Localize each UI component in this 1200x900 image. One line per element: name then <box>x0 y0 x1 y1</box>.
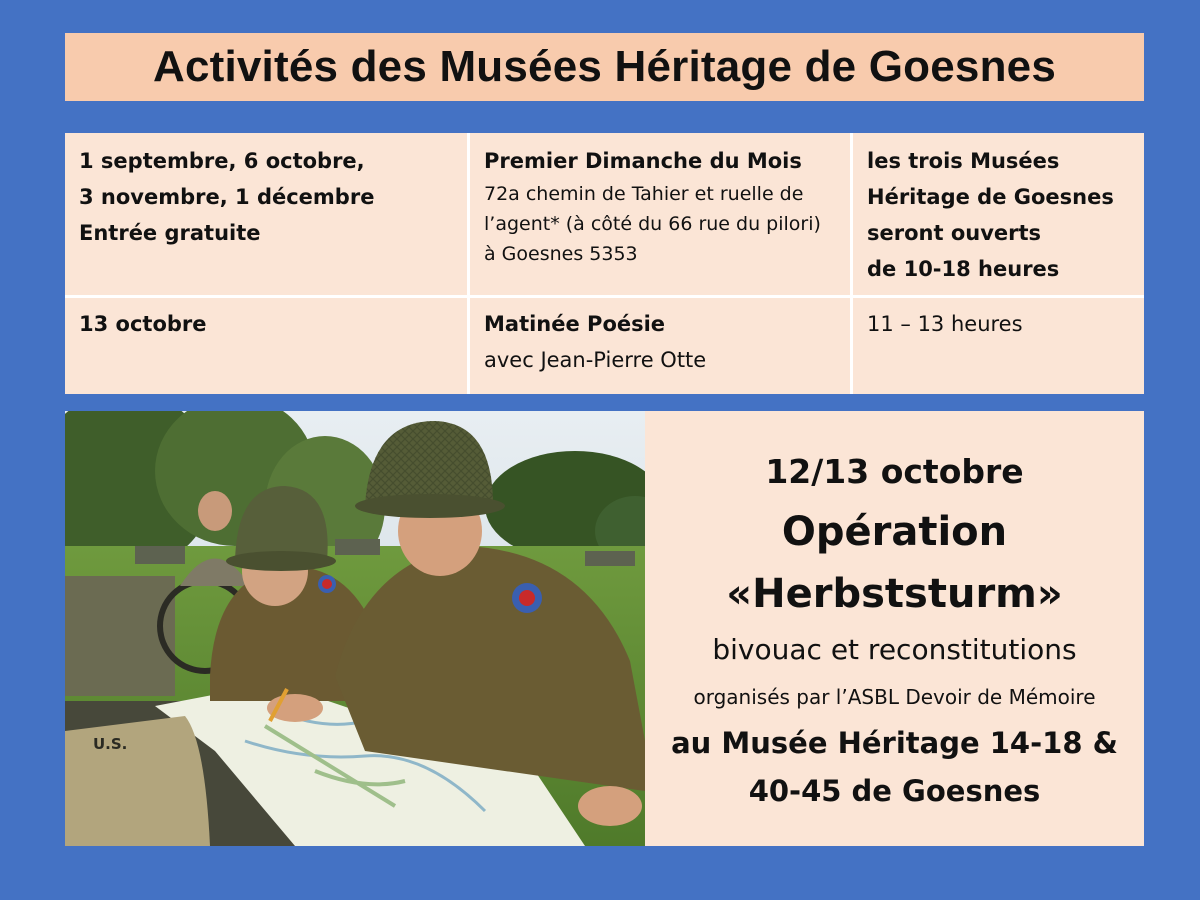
event-title: Premier Dimanche du Mois <box>484 149 802 173</box>
us-bag <box>65 716 210 846</box>
schedule-table <box>65 133 1144 394</box>
title-banner <box>65 33 1144 101</box>
event-date: 12/13 octobre <box>765 451 1024 491</box>
date-line: 3 novembre, 1 décembre <box>79 185 375 209</box>
hand <box>578 786 642 826</box>
event-subtitle: bivouac et reconstitutions <box>712 632 1077 666</box>
event-hours: 11 – 13 heures <box>867 312 1023 336</box>
schedule-info-cell <box>853 133 1144 298</box>
event-photo <box>65 411 645 846</box>
info-line: seront ouverts <box>867 221 1042 245</box>
operation-name-line1: Opération <box>781 508 1008 555</box>
event-address: 72a chemin de Tahier et ruelle de l’agent* (à côté du 66 rue du pilori) à Goesnes 5353 <box>484 183 821 265</box>
man-head <box>198 491 232 531</box>
free-entry-label: Entrée gratuite <box>79 221 261 245</box>
schedule-event-cell <box>470 298 853 394</box>
page-title: Activités des Musées Héritage de Goesnes <box>152 42 1057 91</box>
opening-hours: de 10-18 heures <box>867 257 1060 281</box>
event-detail: avec Jean-Pierre Otte <box>484 348 707 372</box>
schedule-dates-cell <box>65 133 470 298</box>
schedule-event-cell <box>470 133 853 298</box>
event-organizer: organisés par l’ASBL Devoir de Mémoire <box>693 684 1096 709</box>
table-row <box>65 133 1144 298</box>
schedule-hours-cell <box>853 298 1144 394</box>
schedule-date-cell <box>65 298 470 394</box>
vehicle <box>585 551 635 566</box>
bag-label: U.S. <box>93 735 128 753</box>
soldiers-map-photo <box>65 411 645 846</box>
event-date: 13 octobre <box>79 312 207 336</box>
info-line: les trois Musées <box>867 149 1060 173</box>
info-line: Héritage de Goesnes <box>867 185 1114 209</box>
event-venue-line2: 40-45 de Goesnes <box>748 773 1041 808</box>
vehicle <box>135 546 185 564</box>
event-panel <box>645 411 1144 846</box>
table-row <box>65 298 1144 394</box>
operation-name-line2: «Herbststurm» <box>726 570 1063 617</box>
date-line: 1 septembre, 6 octobre, <box>79 149 365 173</box>
event-venue-line1: au Musée Héritage 14-18 & <box>671 725 1118 760</box>
vehicle <box>335 539 380 555</box>
event-title: Matinée Poésie <box>484 312 666 336</box>
